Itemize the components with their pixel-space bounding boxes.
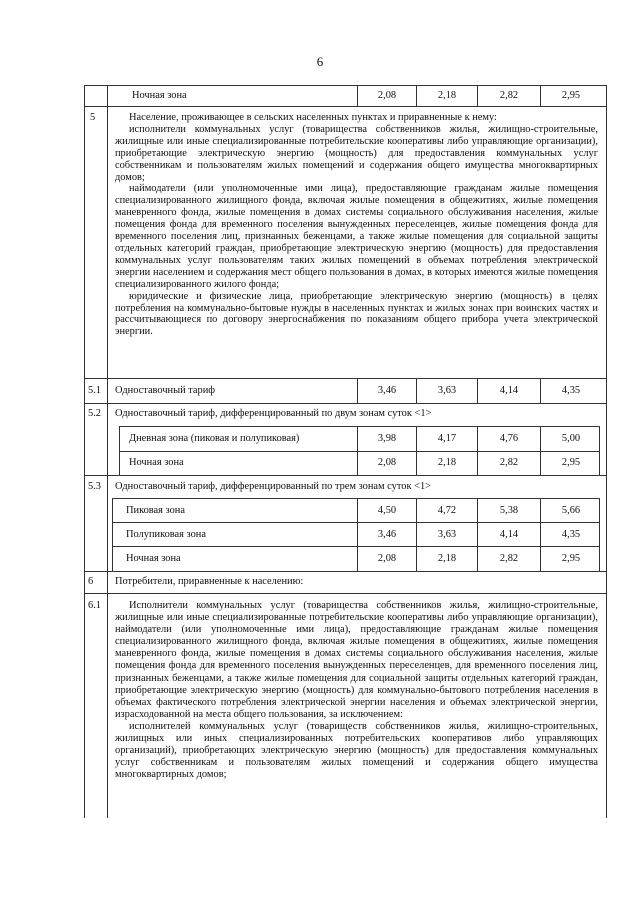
value-cell: 2,08: [377, 457, 397, 468]
value-cell: 3,46: [377, 385, 397, 396]
value-cell: 2,95: [561, 457, 581, 468]
value-cell: 3,98: [377, 433, 397, 444]
row-label: Ночная зона: [132, 90, 187, 101]
row-label: Одноставочный тариф: [115, 385, 216, 396]
value-cell: 2,95: [561, 90, 581, 101]
row-number: 6: [88, 576, 94, 587]
row-number: 5.3: [88, 481, 101, 492]
row-label: Одноставочный тариф, дифференцированный по трем зонам суток <1>: [115, 481, 432, 492]
value-cell: 4,14: [499, 385, 519, 396]
value-cell: 4,35: [561, 385, 581, 396]
paragraph: исполнителей коммунальных услуг (товариществ собственников жилья, жилищно-строительных, жилищных или иных специализированных потребительских кооперативов либо управляющих организаций), приобретающих электрическую энергию (мощность) для предоставления коммунальных услуг собственникам и пользователям жилых помещений и содержания общего имущества многоквартирных домов;: [115, 720, 598, 781]
row-6-1-text: [115, 600, 598, 781]
value-cell: 5,66: [561, 505, 581, 516]
row-number: 5: [90, 112, 96, 123]
value-cell: 3,46: [377, 529, 397, 540]
value-cell: 2,08: [377, 90, 397, 101]
value-cell: 4,50: [377, 505, 397, 516]
value-cell: 2,18: [437, 457, 457, 468]
paragraph: наймодатели (или уполномоченные ими лица), предоставляющие гражданам жилые помещения специализированного жилищного фонда, включая жилые помещения в общежитиях, жилые помещения маневренного фонда, жилые помещения в домах системы социального обслуживания населения, жилые помещения фонда для временного поселения вынужденных переселенцев, жилые помещения фонда для временного поселения лиц, признанных беженцами, а также жилые помещения для социальной защиты отдельных категорий граждан, приобретающие электрическую энергию (мощность) для предоставления коммунальных услуг пользователям таких жилых помещений в объемах потребления электрической энергии населением и содержания мест общего пользования в домах, в которых имеются жилые помещения специализированного жилого фонда;: [115, 183, 598, 290]
paragraph: исполнители коммунальных услуг (товарищества собственников жилья, жилищно-строительные, жилищные или иные специализированные потребительские кооперативы либо управляющие организации), приобретающие электрическую энергию (мощность) для предоставления коммунальных услуг собственникам и пользователям жилых помещений и содержания общего имущества многоквартирных домов;: [115, 123, 598, 183]
zone-label: Пиковая зона: [126, 505, 185, 516]
value-cell: 2,18: [437, 553, 457, 564]
row-5-text: [115, 112, 598, 338]
row-number: 5.2: [88, 408, 101, 419]
value-cell: 5,38: [499, 505, 519, 516]
value-cell: 2,18: [437, 90, 457, 101]
row-label: Потребители, приравненные к населению:: [115, 576, 304, 587]
value-cell: 4,76: [499, 433, 519, 444]
paragraph: юридические и физические лица, приобретающие электрическую энергию (мощность) в целях потребления на коммунально-бытовые нужды в населенных пунктах и жилых зонах при воинских частях и рассчитывающиеся по договору энергоснабжения по показаниям общего прибора учета электрической энергии.: [115, 290, 598, 338]
value-cell: 2,95: [561, 553, 581, 564]
zone-label: Ночная зона: [129, 457, 184, 468]
value-cell: 2,82: [499, 457, 519, 468]
zone-label: Дневная зона (пиковая и полупиковая): [129, 433, 300, 444]
value-cell: 4,14: [499, 529, 519, 540]
value-cell: 4,35: [561, 529, 581, 540]
value-cell: 2,82: [499, 90, 519, 101]
value-cell: 4,72: [437, 505, 457, 516]
value-cell: 3,63: [437, 385, 457, 396]
value-cell: 2,08: [377, 553, 397, 564]
value-cell: 5,00: [561, 433, 581, 444]
value-cell: 2,82: [499, 553, 519, 564]
page-number: 6: [316, 54, 324, 69]
value-cell: 3,63: [437, 529, 457, 540]
paragraph: Исполнители коммунальных услуг (товарищества собственников жилья, жилищно-строительные, жилищные или иные специализированные потребительские кооперативы либо управляющие организации), наймодатели (или уполномоченные ими лица), предоставляющие гражданам жилые помещения специализированного жилищного фонда, включая жилые помещения в общежитиях, жилые помещения маневренного фонда, жилые помещения в домах системы социального обслуживания населения, жилые помещения фонда для временного поселения вынужденных переселенцев, для временного поселения лиц, признанных беженцами, а также жилые помещения для социальной защиты отдельных категорий граждан, приобретающие электрическую энергию (мощность) для коммунально-бытового потребления населения в объемах фактического потребления электрической энергии населения и объемах электрической энергии, израсходованной на места общего пользования, за исключением:: [115, 600, 598, 720]
row-number: 6.1: [88, 600, 101, 611]
paragraph: Население, проживающее в сельских населенных пунктах и приравненные к нему:: [129, 112, 497, 123]
zone-label: Полупиковая зона: [126, 529, 206, 540]
zone-label: Ночная зона: [126, 553, 181, 564]
row-label: Одноставочный тариф, дифференцированный по двум зонам суток <1>: [115, 408, 432, 419]
value-cell: 4,17: [437, 433, 457, 444]
row-number: 5.1: [88, 385, 101, 396]
